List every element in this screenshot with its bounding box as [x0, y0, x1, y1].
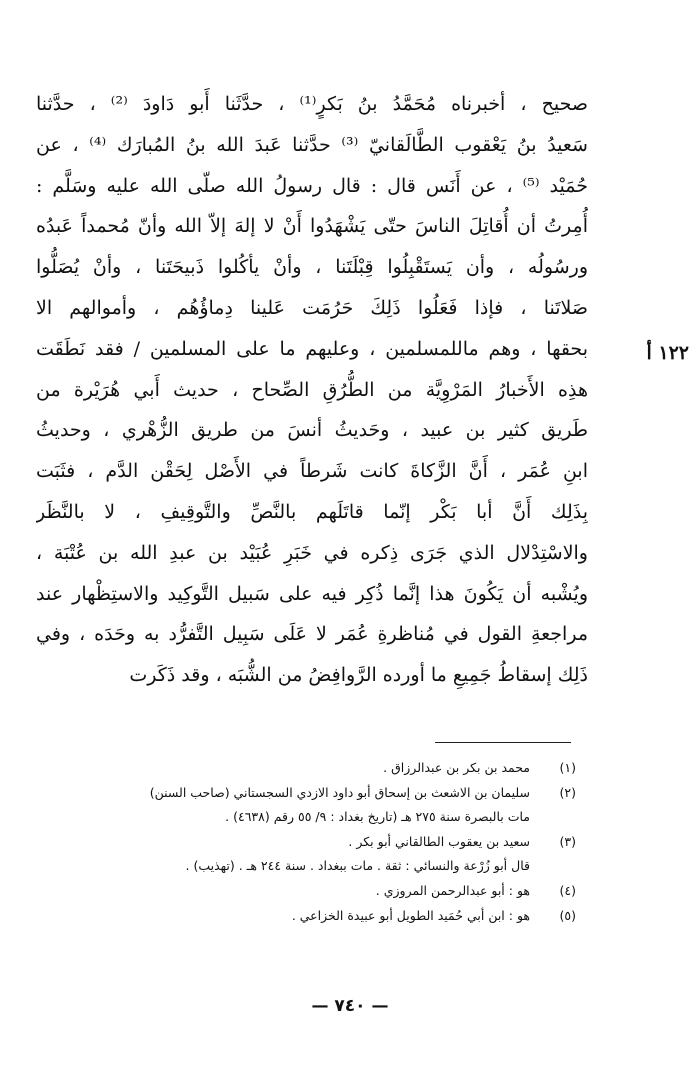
footnote-number: (٣)	[559, 833, 576, 849]
footnote-line	[30, 879, 576, 904]
main-text-line: صَلاتَنا ، فإذا فَعَلُوا ذَلِكَ حَرُمَت عَلينا دِماؤُهُم ، وأموالهم الا	[36, 296, 588, 319]
main-text-line: بِذَلِك أَنَّ أبا بَكْر إنّما قاتَلَهم بالنَّصِّ والتَّوقِيفِ ، لا بالنَّظَر	[36, 500, 588, 523]
footnotes-section	[30, 756, 576, 928]
main-text-line: هذِه الأَخبارُ المَرْوِيَّة من الطُّرُقِ الصِّحاح ، حديث أَبي هُرَيْرة من	[36, 378, 588, 401]
footnote-line	[30, 756, 576, 781]
main-text-body	[36, 84, 588, 696]
footnote-line	[30, 854, 576, 879]
footnote-number	[530, 854, 576, 879]
footnote-line	[30, 781, 576, 806]
footnote-text: محمد بن بكر بن عبدالرزاق .	[383, 760, 530, 775]
main-text-line: صحيح ، أخبرناه مُحَمَّدُ بنُ بَكرٍ⁽¹⁾ ، حدَّثَنا أَبو دَاودَ ⁽²⁾ ، حدَّثنا	[36, 93, 588, 115]
footnote-number: (٥)	[559, 907, 576, 923]
footnote-line	[30, 830, 576, 855]
footnote-line	[30, 805, 576, 830]
footnote-text: هو : ابن أبي حُمَيد الطويل أبو عبيدة الخزاعي .	[291, 907, 530, 923]
footnote-text: قال أبو زُرْعة والنسائي : ثقة . مات ببغداد . سنة ٢٤٤ هـ . (تهذيب) .	[185, 858, 530, 874]
footnote-text: مات بالبصرة سنة ٢٧٥ هـ (تاريخ بغداد : ٩/ ٥٥ رقم (٤٦٣٨) .	[225, 809, 530, 825]
footnote-line	[30, 904, 576, 929]
footnote-number: (٢)	[559, 784, 576, 800]
footnote-number	[530, 805, 576, 830]
footnote-number: (١)	[559, 760, 576, 775]
main-text-line: طَريق كثير بن عبيد ، وحَديثُ أنسَ من طريق الزُّهْري ، وحديثُ	[36, 419, 588, 442]
manuscript-folio-marker: ١٢٢ أ	[646, 342, 689, 364]
main-text-line: بحقها ، وهم ماللمسلمين ، وعليهم ما على المسلمين / فقد نَطَقَت	[36, 337, 588, 360]
main-text-line: حُمَيْد ⁽⁵⁾ ، عن أَنَس قال : قال رسولُ الله صلّى الله عليه وسَلَّم :	[36, 174, 588, 197]
footnote-text: سليمان بن الاشعث بن إسحاق أبو داود الازدي السجستاني (صاحب السنن)	[149, 784, 530, 800]
page-number: — ٧٤٠ —	[311, 996, 389, 1016]
footnote-text: هو : أبو عبدالرحمن المروزي .	[375, 882, 530, 898]
footnote-separator	[435, 742, 571, 743]
main-text-line: ذَلِك إسقاطُ جَمِيعِ ما أورده الرَّوافِضُ من الشُّبَه ، وقد ذَكَرت	[129, 664, 588, 687]
main-text-line: ابنِ عُمَر ، أَنَّ الزَّكاةَ كانت شَرطاً في الأَصْل لِحَقْن الدَّم ، فثَبَت	[36, 460, 588, 483]
main-text-line: والاسْتِدْلال الذي جَرَى ذِكره في خَبَرِ عُبَيْد بن عبدِ الله بن عُتْبَة ،	[36, 541, 588, 564]
main-text-line: مراجعةِ القول في مُناظرةِ عُمَر لا عَلَى سَبِيل التَّفرُّد به وحَدَه ، وفي	[36, 623, 588, 646]
main-text-line: ورسُولُه ، وأن يَستَقْبِلُوا قِبْلَتَنا ، وأنْ يأكُلوا ذَبيحَتَنا ، وأنْ يُصَلُّوا	[36, 256, 588, 279]
footnote-text: سعيد بن يعقوب الطالقاني أبو بكر .	[348, 833, 530, 849]
main-text-line: ويُشْبه أن يَكُونَ هذا إنَّما ذُكِر فيه على سَبيل التَّوكِيد والاستِظْهار عند	[36, 582, 588, 605]
main-text-line: أُمِرتُ أن أُقاتِلَ الناسَ حتّى يَشْهَدُوا أَنْ لا إلهَ إلاّ الله وأنّ مُحمداً عَبدُه	[36, 215, 588, 238]
main-text-line: سَعيدُ بنُ يَعْقوب الطَّالَقانيّ ⁽³⁾ حدَّثنا عَبدَ الله بنُ المُبارَك ⁽⁴⁾ ، عن	[36, 133, 588, 156]
footnote-number: (٤)	[559, 882, 576, 898]
